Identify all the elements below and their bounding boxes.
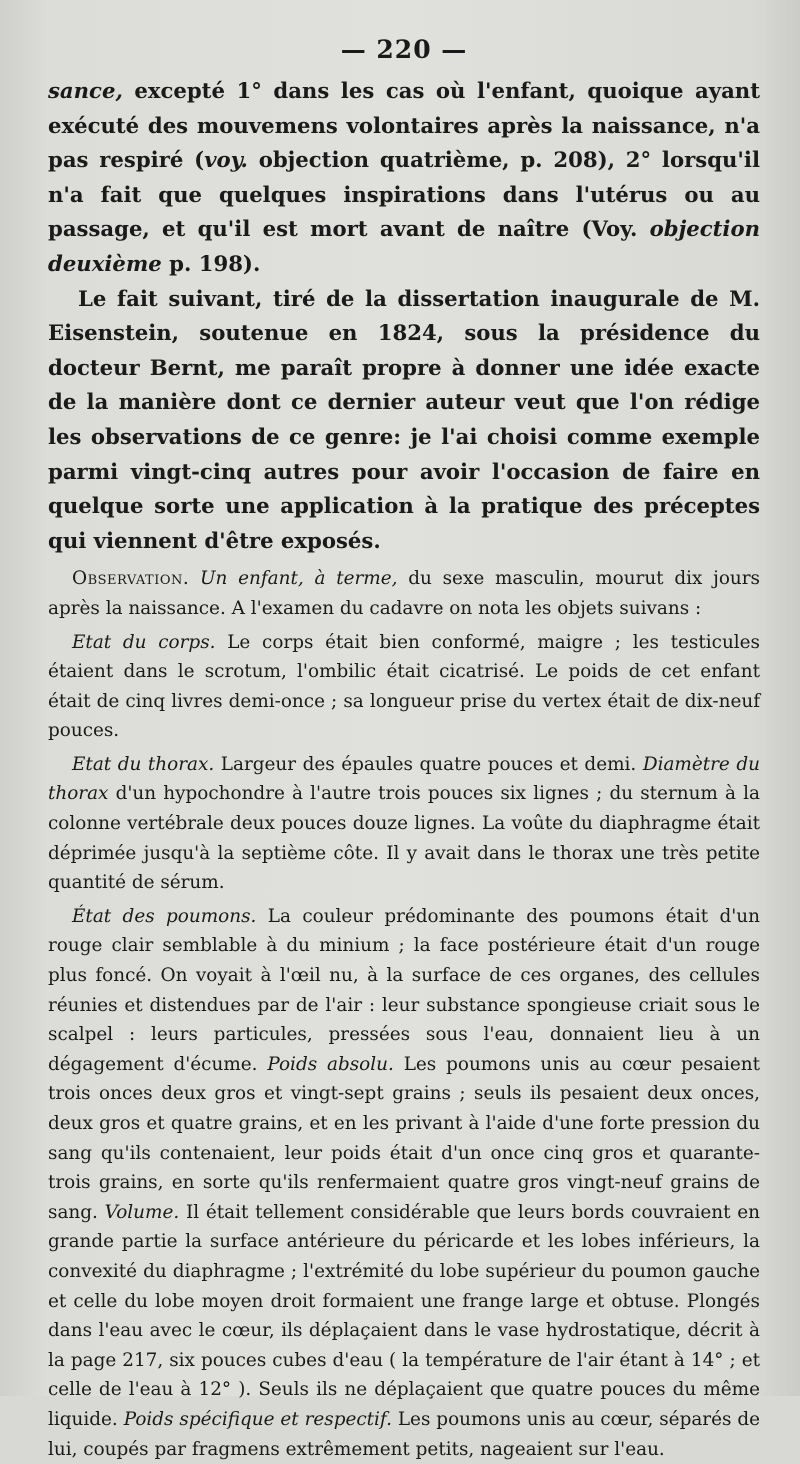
paragraph-1: sance, excepté 1° dans les cas où l'enfant, quoique ayant exécuté des mouvemens volontaires après la naissance, n'a pas respiré (voy. objection quatrième, p. 208), 2° lorsqu'il n'a fait que quelques inspirations dans l'utérus ou au passage, et qu'il est mort avant de naître (Voy. objection deuxième p. 198).: [48, 78, 760, 276]
etat-poumons-label: État des poumons.: [72, 905, 257, 927]
paragraph-2: Le fait suivant, tiré de la dissertation inaugurale de M. Eisenstein, soutenue en 1824, sous la présidence du docteur Bernt, me paraît propre à donner une idée exacte de la manière dont ce dernier auteur veut que l'on rédige les observations de ce genre: je l'ai choisi comme exemple parmi vingt-cinq autres pour avoir l'occasion de faire en quelque sorte une application à la pratique des préceptes qui viennent d'être exposés.: [48, 285, 760, 553]
etat-corps-paragraph: Etat du corps. Le corps était bien conformé, maigre ; les testicules étaient dans le scrotum, l'ombilic était cicatrisé. Le poids de cet enfant était de cinq livres demi-once ; sa longueur prise du vertex était de dix-neuf pouces.: [48, 631, 760, 742]
etat-corps-label: Etat du corps.: [72, 631, 216, 653]
observation-text: [48, 564, 760, 1464]
main-text: [48, 74, 760, 558]
objection-reference: objection deuxième: [48, 216, 760, 276]
observation-label: Observation.: [72, 568, 190, 590]
lead-italic: sance,: [48, 78, 123, 103]
page-number: — 220 —: [340, 35, 468, 64]
observation-paragraph: Observation. Un enfant, à terme, du sexe masculin, mourut dix jours après la naissance. A l'examen du cadavre on nota les objets suivans :: [48, 568, 760, 619]
etat-poumons-paragraph: État des poumons. La couleur prédominante des poumons était d'un rouge clair semblable à du minium ; la face postérieure était d'un rouge plus foncé. On voyait à l'œil nu, à la surface de ces organes, des cellules réunies et distendues par de l'air : leur substance spongieuse criait sous le scalpel : leurs particules, pressées sous l'eau, donnaient lieu à un dégagement d'écume. Poids absolu. Les poumons unis au cœur pesaient trois onces deux gros et vingt-sept grains ; seuls ils pesaient deux onces, deux gros et quatre grains, et en les privant à l'aide d'une forte pression du sang qu'ils contenaient, leur poids était d'un once cinq gros et quarante-trois grains, en sorte qu'ils renfermaient quatre gros vingt-neuf grains de sang. Volume. Il était tellement considérable que leurs bords couvraient en grande partie la surface antérieure du péricarde et les lobes inférieurs, la convexité du diaphragme ; l'extrémité du lobe supérieur du poumon gauche et celle du lobe moyen droit formaient une frange large et obtuse. Plongés dans l'eau avec le cœur, ils déplaçaient dans le vase hydrostatique, décrit à la page 217, six pouces cubes d'eau ( la température de l'air étant à 14° ; et celle de l'eau à 12° ). Seuls ils ne déplaçaient que quatre pouces du même liquide. Poids spécifique et respectif. Les poumons unis au cœur, séparés de lui, coupés par fragmens extrêmement petits, nageaient sur l'eau.: [48, 905, 761, 1460]
etat-thorax-label: Etat du thorax.: [72, 753, 215, 775]
etat-thorax-paragraph: Etat du thorax. Largeur des épaules quatre pouces et demi. Diamètre du thorax d'un hypochondre à l'autre trois pouces six lignes ; du sternum à la colonne vertébrale deux pouces douze lignes. La voûte du diaphragme était déprimée jusqu'à la septième côte. Il y avait dans le thorax une très petite quantité de sérum.: [48, 753, 760, 894]
